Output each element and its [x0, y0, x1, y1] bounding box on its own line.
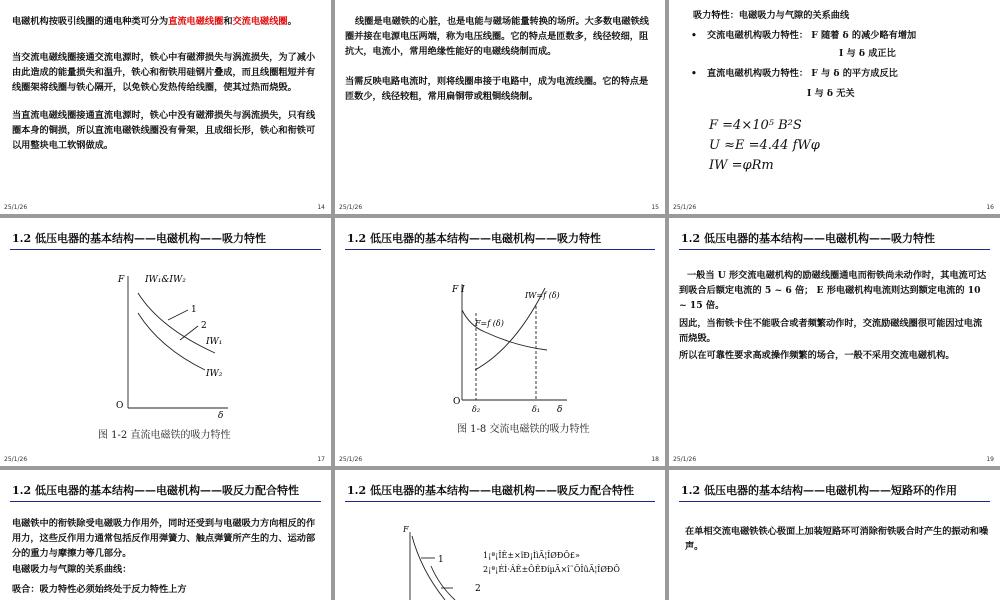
slide-19[interactable]	[669, 218, 1000, 466]
paragraph-dc: 当直流电磁线圈接通直流电源时，铁心中没有磁滞损失与涡流损失，只有线圈本身的铜损，所以直流电磁铁线圈没有骨架，且成细长形，铁心和衔铁可以用整块电工软钢做成。	[12, 110, 316, 151]
slide-title: 1.2 低压电器的基本结构——电磁机构——吸反力配合特性	[12, 484, 299, 497]
curve-label-iw2: IW₂	[206, 369, 223, 379]
slide-number: 16	[986, 204, 994, 211]
title-underline	[679, 249, 990, 250]
slide-15[interactable]	[335, 0, 665, 214]
curve-num-1: 1	[191, 305, 197, 315]
formula-force: F =4×10⁵ B²S	[709, 118, 802, 133]
tick-delta1: δ₁	[532, 405, 541, 414]
slide-date: 25/1/26	[339, 456, 363, 463]
curve-label-current: IW=f (δ)	[525, 291, 560, 300]
bullet-ac-cont: I 与 δ 成正比	[839, 48, 896, 59]
paragraph-current-coil: 当需反映电路电流时，则将线圈串接于电路中，成为电流线圈。它的特点是匝数少，线径较粗，常用扁铜带或粗铜线绕制。	[345, 76, 649, 102]
slide-18[interactable]	[335, 218, 665, 466]
paragraph-ac: 当交流电磁线圈接通交流电源时，铁心中有磁滞损失与涡流损失，为了减小由此造成的能量损失和温升，铁心和衔铁用硅钢片叠成，而且线圈粗短并有线圈架将线圈与铁心隔开，以免铁心发热传给线圈，使其过热而烧毁。	[12, 52, 316, 93]
curve-iw2	[138, 313, 205, 370]
bullet-dc: 直流电磁机构吸力特性： F 与 δ 的平方成反比	[707, 68, 898, 79]
legend-2: 2¡ª¡ÉÌ·ÂÊ±ÔÊÐíµÃ×î¨ÕÎûÃ¦ÎØÐÔ	[483, 565, 620, 574]
curve-label-force: F=f (δ)	[475, 319, 504, 328]
paragraph	[12, 14, 320, 29]
title-underline	[10, 501, 321, 502]
legend-1: 1¡ª¡ÎÊ±×ïÐ¡ÌìÃ¦ÎØÐÔ£»	[483, 551, 580, 560]
slide-number: 17	[317, 456, 325, 463]
slide-number: 19	[986, 456, 994, 463]
formula-voltage: U ≈E =4.44 fWφ	[709, 138, 820, 153]
curve-num-1: 1	[438, 555, 444, 565]
bullet-dot: •	[691, 68, 697, 79]
text: 和	[223, 16, 233, 27]
slide-22[interactable]	[669, 470, 1000, 600]
paragraph-voltage-coil: 线圈是电磁铁的心脏，也是电能与磁场能量转换的场所。大多数电磁铁线圈并接在电源电压两端，称为电压线圈。它的特点是匝数多，线径较细，阻抗大，电流小，常用绝缘性能好的电磁线绕制而成。	[345, 16, 649, 57]
paragraph-burnout: 因此，当衔铁卡住不能吸合或者频繁动作时，交流励磁线圈很可能因过电流而烧毁。	[679, 318, 983, 344]
curve-1	[412, 536, 445, 600]
highlight-ac: 交流电磁线圈	[232, 16, 288, 27]
paragraph-curve: 电磁吸力与气隙的关系曲线：	[12, 564, 132, 575]
y-axis-label: F	[118, 275, 125, 285]
x-axis-label: δ	[218, 411, 224, 421]
formula-mmf: IW =φRm	[709, 158, 774, 173]
curve-label-iw1: IW₁	[206, 337, 223, 347]
slide-title: 1.2 低压电器的基本结构——电磁机构——吸反力配合特性	[347, 484, 634, 497]
slide-20[interactable]	[0, 470, 331, 600]
slide-title: 1.2 低压电器的基本结构——电磁机构——短路环的作用	[681, 484, 957, 497]
text: 。	[287, 16, 297, 27]
bullet-dc-cont: I 与 δ 无关	[807, 88, 855, 99]
paragraph-conclusion: 所以在可靠性要求高或操作频繁的场合，一般不采用交流电磁机构。	[679, 350, 955, 361]
origin-label: O	[116, 401, 124, 411]
y-axis-label: F	[403, 525, 409, 534]
origin-label: O	[453, 397, 461, 407]
slide-date: 25/1/26	[339, 204, 363, 211]
highlight-dc: 直流电磁线圈	[168, 16, 224, 27]
force-match-chart	[335, 470, 665, 600]
slide-date: 25/1/26	[673, 456, 697, 463]
slide-date: 25/1/26	[4, 204, 28, 211]
curve-num-2: 2	[201, 321, 207, 331]
slide-title: 1.2 低压电器的基本结构——电磁机构——吸力特性	[681, 232, 935, 245]
x-axis-label: δ	[557, 405, 563, 415]
paragraph-reaction-force: 电磁铁中的衔铁除受电磁吸力作用外，同时还受到与电磁吸力方向相反的作用力，这些反作用力通常包括反作用弹簧力、触点弹簧所产生的力、运动部分的重力与摩擦力等几部分。	[12, 518, 316, 559]
paragraph-inrush: 一般当 U 形交流电磁机构的励磁线圈通电而衔铁尚未动作时，其电流可达到吸合后额定电流的 5 ~ 6 倍； E 形电磁机构电流则达到额定电流的 10 ~ 15 倍。	[679, 270, 987, 311]
slide-title: 1.2 低压电器的基本结构——电磁机构——吸力特性	[12, 232, 266, 245]
paragraph-shading-ring: 在单相交流电磁铁铁心极面上加装短路环可消除衔铁吸合时产生的振动和噪声。	[685, 526, 989, 552]
curve-current	[475, 288, 545, 370]
curve-num-2: 2	[475, 584, 481, 594]
slide-number: 15	[651, 204, 659, 211]
slide-number: 14	[317, 204, 325, 211]
curve-family-label: IW₁&IW₂	[145, 275, 186, 285]
leader-1	[168, 310, 188, 320]
y-axis-label: F I	[452, 285, 465, 295]
slide-16[interactable]	[669, 0, 1000, 214]
bullet-dot: •	[691, 30, 697, 41]
heading: 吸力特性：电磁吸力与气隙的关系曲线	[693, 10, 850, 21]
figure-caption: 图 1-2 直流电磁铁的吸力特性	[98, 430, 231, 441]
paragraph-pull-in: 吸合：吸力特性必须始终处于反力特性上方	[12, 584, 187, 595]
slide-17[interactable]	[0, 218, 331, 466]
bullet-ac: 交流电磁机构吸力特性： F 随着 δ 的减少略有增加	[707, 30, 917, 41]
slide-date: 25/1/26	[673, 204, 697, 211]
tick-delta2: δ₂	[472, 405, 481, 414]
leader-2	[180, 326, 198, 340]
slide-14[interactable]	[0, 0, 331, 214]
curve-force	[462, 310, 547, 350]
title-underline	[679, 501, 990, 502]
curve-2	[431, 566, 455, 600]
slide-date: 25/1/26	[4, 456, 28, 463]
slide-21[interactable]	[335, 470, 665, 600]
figure-caption: 图 1-8 交流电磁铁的吸力特性	[457, 424, 590, 435]
slide-number: 18	[651, 456, 659, 463]
text: 电磁机构按吸引线圈的通电种类可分为	[12, 16, 169, 27]
slide-title: 1.2 低压电器的基本结构——电磁机构——吸力特性	[347, 232, 601, 245]
